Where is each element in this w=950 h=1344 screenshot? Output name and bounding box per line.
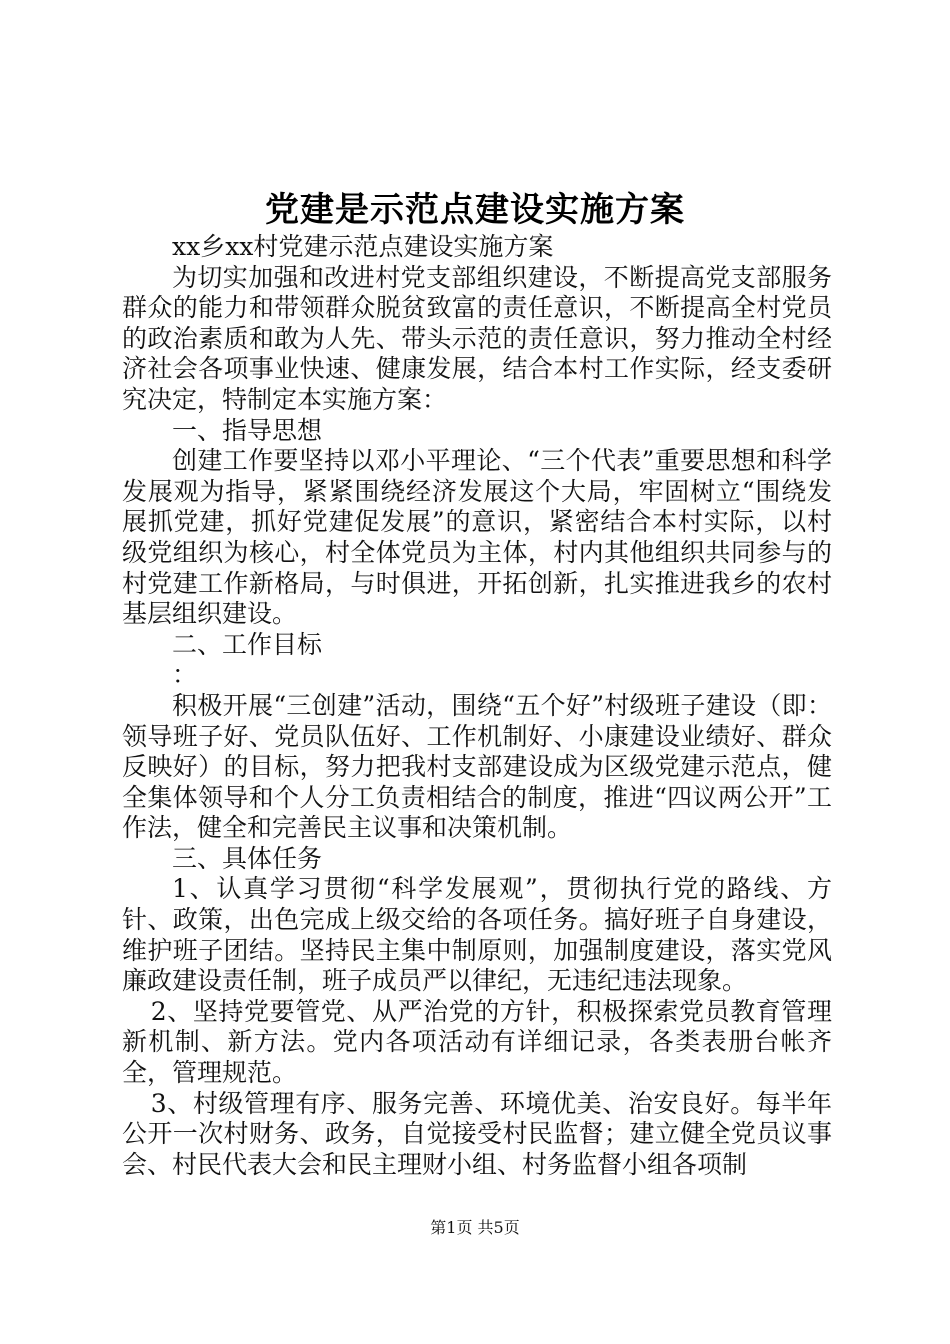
intro-paragraph: 为切实加强和改进村党支部组织建设，不断提高党支部服务群众的能力和带领群众脱贫致富的责任意识，不断提高全村党员的政治素质和敢为人先、带头示范的责任意识，努力推动全村经济社会各项事业快速、健康发展，结合本村工作实际，经支委研究决定，特制定本实施方案： [122,262,832,414]
guiding-ideology-paragraph: 创建工作要坚持以邓小平理论、“三个代表”重要思想和科学发展观为指导，紧紧围绕经济发展这个大局，牢固树立“围绕发展抓党建，抓好党建促发展”的意识，紧密结合本村实际，以村级党组织为核心，村全体党员为主体，村内其他组织共同参与的村党建工作新格局，与时俱进，开拓创新，扎实推进我乡的农村基层组织建设。 [122,446,832,629]
work-goals-paragraph: 积极开展“三创建”活动，围绕“五个好”村级班子建设（即：领导班子好、党员队伍好、工作机制好、小康建设业绩好、群众反映好）的目标，努力把我村支部建设成为区级党建示范点，健全集体领导和个人分工负责相结合的制度，推进“四议两公开”工作法，健全和完善民主议事和决策机制。 [122,690,832,843]
document-title: 党建是示范点建设实施方案 [265,190,685,230]
section-heading-specific-tasks: 三、具体任务 [172,843,323,873]
section-heading-work-goals: 二、工作目标 [172,629,323,659]
subtitle-line: xx乡xx村党建示范点建设实施方案 [172,232,554,261]
task-item-1: 1、认真学习贯彻“科学发展观”，贯彻执行党的路线、方针、政策，出色完成上级交给的各项任务。搞好班子自身建设，维护班子团结。坚持民主集中制原则，加强制度建设，落实党风廉政建设责任制，班子成员严以律纪，无违纪违法现象。 [122,874,832,996]
section-heading-guiding-ideology: 一、指导思想 [172,415,323,445]
task-item-3: 3、村级管理有序、服务完善、环境优美、治安良好。每半年公开一次村财务、政务，自觉接受村民监督；建立健全党员议事会、村民代表大会和民主理财小组、村务监督小组各项制 [122,1088,832,1179]
document-body [122,232,832,1180]
task-item-2: 2、坚持党要管党、从严治党的方针，积极探索党员教育管理新机制、新方法。党内各项活动有详细记录，各类表册台帐齐全，管理规范。 [122,996,832,1088]
stray-colon-line: ： [172,660,198,690]
page-footer: 第1页 共5页 [430,1218,520,1237]
